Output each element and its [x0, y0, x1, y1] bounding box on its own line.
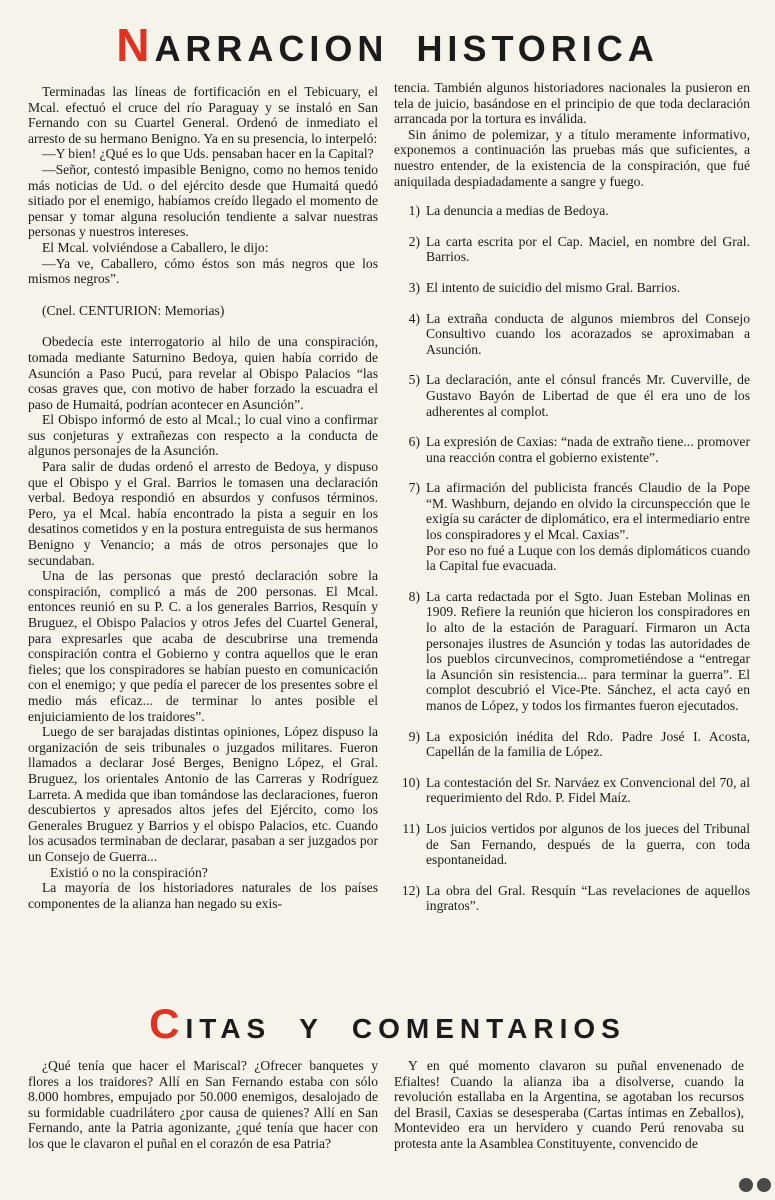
list-item-number: 6) — [408, 434, 420, 450]
list-item-number: 3) — [408, 279, 420, 295]
list-item — [394, 203, 750, 219]
list-item-text: La obra del Gral. Resquín “Las revelaciones de aquellos ingratos”. — [426, 882, 750, 914]
list-item — [394, 372, 750, 419]
article-left-column — [28, 84, 378, 911]
paragraph: Terminadas las líneas de fortificación en el Tebicuary, el Mcal. efectuó el cruce del río Paraguay y se instaló en San Fernando con su Cuartel General. Ordenó de inmediato el arresto de su hermano Benigno. Ya en su presencia, lo interpeló: — [28, 84, 378, 146]
section-title-word-2: Y — [299, 1013, 324, 1044]
title-initial: N — [116, 19, 155, 71]
list-item — [394, 434, 750, 465]
list-item-subtext: Por eso no fué a Luque con los demás diplomáticos cuando la Capital fue evacuada. — [426, 542, 750, 574]
paragraph: —Señor, contestó impasible Benigno, como no hemos tenido más noticias de Ud. o del ejército desde que Humaitá quedó sitiado por el enemigo, habíamos creído llegado el momento de pensar y tomar alguna resolución tendiente a salvar nuestras personas y nuestros intereses. — [28, 161, 378, 240]
list-item — [394, 311, 750, 358]
paragraph: Para salir de dudas ordenó el arresto de Bedoya, y dispuso que el Obispo y el Gral. Barrios le tomasen una declaración verbal. Bedoya respondió en absurdos y confusos términos. Pero, ya el Mcal. había encontrado la pista a seguir en los desatinos cometidos y en la postura entreguista de sus hermanos Benigno y Venancio; a más de otros personajes que lo secundaban. — [28, 459, 378, 568]
evidence-list — [394, 203, 750, 914]
list-item — [394, 280, 750, 296]
source-citation: (Cnel. CENTURION: Memorias) — [42, 302, 225, 318]
list-item-text: Los juicios vertidos por algunos de los jueces del Tribunal de San Fernando, después de la guerra, con toda espontaneidad. — [426, 820, 750, 868]
paragraph: El Mcal. volviéndose a Caballero, le dijo: — [42, 239, 269, 255]
list-item-text: La extraña conducta de algunos miembros del Consejo Consultivo cuando los acorazados se aproximaban a Asunción. — [426, 310, 750, 357]
section-title-word-3: COMENTARIOS — [351, 1013, 626, 1044]
list-item-text: El intento de suicidio del mismo Gral. Barrios. — [426, 279, 681, 295]
paragraph: ¿Qué tenía que hacer el Mariscal? ¿Ofrecer banquetes y flores a los traidores? Allí en San Fernando estaba con sólo 8.000 hombres, empujado por 50.000 enemigos, desalojado de su formidable cuadrilátero ¿por causa de quienes? Allí en San Fernando, ante la Patria agonizante, ¿qué tenía que hacer con los que le clavaron el puñal en el corazón de esa Patria? — [28, 1058, 378, 1151]
list-item — [394, 775, 750, 806]
section-title-word-1-rest: ITAS — [185, 1013, 272, 1044]
paragraph: Obedecía este interrogatorio al hilo de una conspiración, tomada mediante Saturnino Bedoya, quien había corrido de Asunción a Paso Pucú, para revelar al Obispo Palacios “las cosas graves que, con motivo de haber forzado la escuadra el paso de Humaitá, podrían acontecer en Asunción”. — [28, 334, 378, 412]
title-word-2: HISTORICA — [416, 28, 659, 69]
list-item-number: 7) — [408, 480, 420, 496]
page-corner-marks — [739, 1178, 771, 1192]
paragraph: Una de las personas que prestó declaración sobre la conspiración, complicó a más de 200 personas. El Mcal. entonces reunió en su P. C. a los generales Barrios, Resquín y Bruguez, el Obispo Palacios y otros Jefes del Cuartel General, para expresarles que acaba de descubrirse una tremenda conspiración contra el Gobierno y contra aquellos que le eran fieles; que los conspiradores se habían puesto en comunicación con el enemigo; y que pedía el parecer de los presentes sobre el medio más eficaz... de terminar lo antes posible el enjuiciamiento de los traidores”. — [28, 568, 378, 724]
list-item-number: 11) — [402, 820, 420, 836]
paragraph: La mayoría de los historiadores naturales de los países componentes de la alianza han negado su exis- — [28, 880, 378, 911]
list-item-number: 8) — [408, 588, 420, 604]
paragraph: Luego de ser barajadas distintas opiniones, López dispuso la organización de seis tribunales o juzgados militares. Fueron llamados a declarar José Berges, Benigno López, el Gral. Bruguez, los orientales Antonio de las Carreras y Rodríguez Larreta. A medida que iban tomándose las declaraciones, fueron descubiertos y apresados altos jefes del Ejército, como los Generales Bruguez y Barrios y el obispo Palacios, etc. Cuando los acusados terminaban de declarar, pasaban a ser juzgados por un Consejo de Guerra... — [28, 724, 378, 864]
paragraph: El Obispo informó de esto al Mcal.; lo cual vino a confirmar sus conjeturas y extrañezas con respecto a la conducta de algunos personajes de la Asunción. — [28, 412, 378, 459]
paragraph: tencia. También algunos historiadores nacionales la pusieron en tela de juicio, basándose en el principio de que toda declaración arrancada por la tortura es inválida. — [394, 80, 750, 127]
article-right-column — [394, 80, 750, 929]
list-item — [394, 821, 750, 868]
list-item-text: La declaración, ante el cónsul francés Mr. Cuverville, de Gustavo Bayón de Libertad de que él era uno de los adherentes al complot. — [426, 372, 750, 419]
title-word-1-rest: ARRACION — [154, 28, 389, 69]
title-narracion-historica — [0, 18, 775, 72]
section-title-initial: C — [149, 1000, 186, 1047]
list-item-text: La expresión de Caxias: “nada de extraño tiene... promover una reacción contra el gobierno existente”. — [426, 434, 750, 465]
list-item — [394, 589, 750, 714]
comments-left-column — [28, 1058, 378, 1152]
list-item-text: La denuncia a medias de Bedoya. — [426, 203, 609, 219]
list-item-body — [426, 480, 750, 574]
list-item-text: La afirmación del publicista francés Claudio de la Pope “M. Washburn, dejando en olvido la circunspección que le exigía su carácter de diplomático, era el intermediario entre los conspiradores y el Mcal. Caxias”. — [426, 480, 750, 543]
corner-dot-icon — [757, 1178, 771, 1192]
list-item-number: 10) — [401, 774, 420, 790]
list-item — [394, 883, 750, 914]
list-item-text: La contestación del Sr. Narváez ex Convencional del 70, al requerimiento del Rdo. P. Fidel Maíz. — [426, 774, 750, 806]
paragraph: Existió o no la conspiración? — [50, 864, 208, 880]
paragraph: Y en qué momento clavaron su puñal envenenado de Efialtes! Cuando la alianza iba a disolverse, cuando la revolución estallaba en la Argentina, se agotaban los recursos del Brasil, Caxias se desesperaba (Cartas íntimas en Zeballos), Montevideo era un hervidero y cuando Perú renovaba su protesta ante la Asamblea Constituyente, convencido de — [394, 1058, 744, 1151]
corner-dot-icon — [739, 1178, 753, 1192]
paragraph: —Y bien! ¿Qué es lo que Uds. pensaban hacer en la Capital? — [42, 146, 374, 162]
list-item-number: 12) — [401, 882, 420, 898]
list-item-text: La carta redactada por el Sgto. Juan Esteban Molinas en 1909. Refiere la reunión que hicieron los conspiradores en lo alto de la estación de Paraguarí. Firmaron un Acta personajes ilustres de Asunción y todas las autoridades de los pueblos circunvecinos, comprometiéndose a “entregar la Asunción sin resistencia... para terminar la guerra”. El complot descubrió el Vice-Pte. Sánchez, el acta cayó en manos de López, y todos los firmantes fueron ejecutados. — [426, 588, 750, 713]
list-item-text: La exposición inédita del Rdo. Padre José I. Acosta, Capellán de la familia de López. — [426, 728, 750, 760]
list-item-number: 1) — [408, 203, 420, 219]
list-item-text: La carta escrita por el Cap. Maciel, en nombre del Gral. Barrios. — [426, 233, 750, 265]
list-item — [394, 729, 750, 760]
paragraph: Sin ánimo de polemizar, y a título meramente informativo, exponemos a continuación las pruebas más que suficientes, a nuestro entender, de la existencia de la conspiración, que fué aniquilada despiadadamente a sangre y fuego. — [394, 126, 750, 189]
list-item — [394, 234, 750, 265]
list-item-number: 9) — [408, 728, 420, 744]
list-item-number: 5) — [408, 372, 420, 388]
list-item — [394, 480, 750, 574]
list-item-number: 2) — [408, 233, 420, 249]
list-item-number: 4) — [408, 310, 420, 326]
comments-right-column — [394, 1058, 744, 1152]
section-title-citas-y-comentarios — [0, 1000, 775, 1048]
paragraph: —Ya ve, Caballero, cómo éstos son más negros que los mismos negros”. — [28, 255, 378, 287]
